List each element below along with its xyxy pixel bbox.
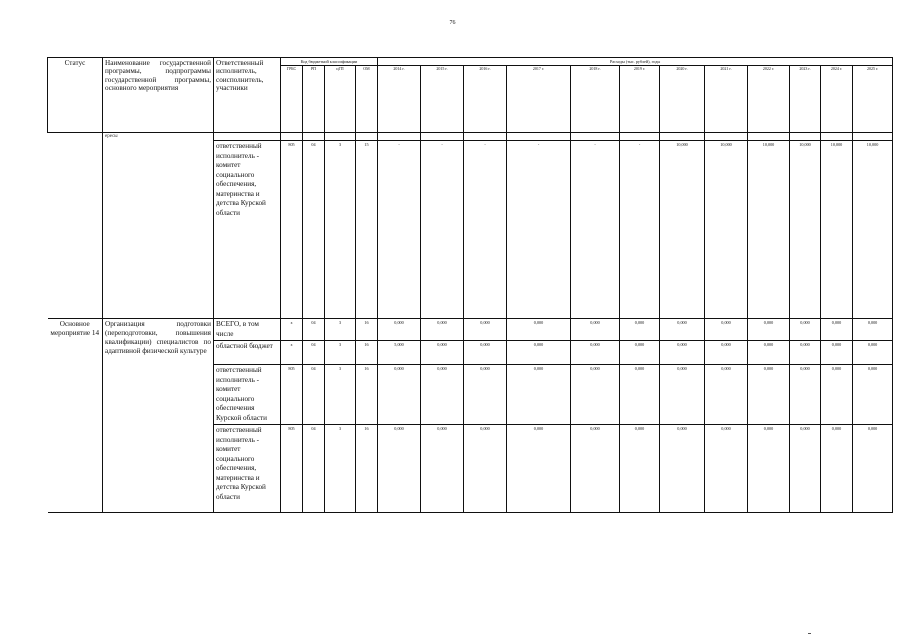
header-name: Наименование государственной программы, подпрограммы государственной программы, основного мероприятия xyxy=(103,58,214,133)
value-cell: 0,000 xyxy=(705,341,748,365)
spacer-cell xyxy=(821,133,853,141)
value-cell: 0,000 xyxy=(853,425,893,513)
value-cell: 0,000 xyxy=(620,425,660,513)
header-year-col: 2023 г. xyxy=(790,66,821,133)
header-year-col: 2024 г. xyxy=(821,66,853,133)
spacer-cell xyxy=(214,133,281,141)
value-cell: 0,000 xyxy=(748,365,790,425)
code-cell: x xyxy=(281,341,303,365)
header-year-col: 2018 г. xyxy=(571,66,620,133)
code-cell: 04 xyxy=(303,365,325,425)
spacer-cell xyxy=(507,133,571,141)
value-cell: 0,000 xyxy=(821,365,853,425)
code-cell: 805 xyxy=(281,365,303,425)
value-cell: - xyxy=(378,141,421,319)
spacer-cell xyxy=(790,133,821,141)
value-cell: 0,000 xyxy=(507,365,571,425)
value-cell: 0,000 xyxy=(790,425,821,513)
value-cell: 0,000 xyxy=(464,425,507,513)
status-cell: Основное мероприятие 14 xyxy=(48,319,103,513)
value-cell: 10,000 xyxy=(853,141,893,319)
value-cell: 10,000 xyxy=(748,141,790,319)
value-cell: 0,000 xyxy=(421,319,464,341)
header-code-col: цГП xyxy=(325,66,356,133)
value-cell: - xyxy=(421,141,464,319)
spacer-cell xyxy=(620,133,660,141)
value-cell: 0,000 xyxy=(571,341,620,365)
value-cell: 0,000 xyxy=(507,341,571,365)
page-number: 76 xyxy=(449,20,456,26)
responsible-cell: ВСЕГО, в том числе xyxy=(214,319,281,341)
value-cell: - xyxy=(620,141,660,319)
spacer-cell xyxy=(325,133,356,141)
header-year-col: 2022 г. xyxy=(748,66,790,133)
value-cell: 0,000 xyxy=(571,319,620,341)
code-cell: 3 xyxy=(325,341,356,365)
value-cell: 0,000 xyxy=(464,365,507,425)
code-cell: 16 xyxy=(356,365,378,425)
code-cell: 16 xyxy=(356,425,378,513)
value-cell: 0,000 xyxy=(571,425,620,513)
code-cell: 3 xyxy=(325,141,356,319)
value-cell: 0,000 xyxy=(853,341,893,365)
value-cell: - xyxy=(464,141,507,319)
code-cell: 04 xyxy=(303,319,325,341)
value-cell: 0,000 xyxy=(421,365,464,425)
scan-mark xyxy=(808,633,811,634)
spacer-cell xyxy=(853,133,893,141)
status-cell-empty xyxy=(48,141,103,319)
value-cell: - xyxy=(507,141,571,319)
code-cell: 805 xyxy=(281,141,303,319)
value-cell: 0,000 xyxy=(378,319,421,341)
value-cell: 0,000 xyxy=(660,341,705,365)
header-code-col: ОМ xyxy=(356,66,378,133)
code-cell: 805 xyxy=(281,425,303,513)
code-cell: 04 xyxy=(303,341,325,365)
responsible-cell: ответственный исполнитель - комитет социального обеспечения Курской области xyxy=(214,365,281,425)
spacer-cell xyxy=(303,133,325,141)
spacer-cell xyxy=(660,133,705,141)
value-cell: 0,000 xyxy=(821,319,853,341)
value-cell: 0,000 xyxy=(464,319,507,341)
value-cell: 0,000 xyxy=(705,319,748,341)
header-year-col: 2025 г. xyxy=(853,66,893,133)
spacer-cell xyxy=(356,133,378,141)
responsible-cell: ответственный исполнитель - комитет социального обеспечения, материнства и детства Курской области xyxy=(214,141,281,319)
header-status: Статус xyxy=(48,58,103,133)
header-code-col: ГРБС xyxy=(281,66,303,133)
value-cell: 0,000 xyxy=(790,365,821,425)
responsible-cell: ответственный исполнитель - комитет социального обеспечения, материнства и детства Курской области xyxy=(214,425,281,513)
value-cell: 0,000 xyxy=(790,319,821,341)
header-expenses-group: Расходы (тыс. рублей), годы xyxy=(378,58,893,66)
budget-table xyxy=(47,57,893,513)
header-year-col: 2017 г. xyxy=(507,66,571,133)
header-year-col: 2019 г. xyxy=(620,66,660,133)
responsible-cell: областной бюджет xyxy=(214,341,281,365)
spacer-cell xyxy=(281,133,303,141)
value-cell: 0,000 xyxy=(821,341,853,365)
value-cell: 5,000 xyxy=(378,341,421,365)
status-cell-empty xyxy=(48,133,103,141)
value-cell: 0,000 xyxy=(853,365,893,425)
header-code-col: РП xyxy=(303,66,325,133)
value-cell: 0,000 xyxy=(748,341,790,365)
value-cell: 0,000 xyxy=(660,319,705,341)
value-cell: 0,000 xyxy=(705,365,748,425)
value-cell: 10,000 xyxy=(660,141,705,319)
code-cell: 16 xyxy=(356,341,378,365)
spacer-cell xyxy=(705,133,748,141)
spacer-cell xyxy=(421,133,464,141)
value-cell: 0,000 xyxy=(620,365,660,425)
value-cell: 0,000 xyxy=(421,425,464,513)
value-cell: 0,000 xyxy=(821,425,853,513)
value-cell: 0,000 xyxy=(853,319,893,341)
code-cell: 3 xyxy=(325,365,356,425)
value-cell: 0,000 xyxy=(378,425,421,513)
cut-off-text: ересы xyxy=(103,133,214,141)
value-cell: 0,000 xyxy=(421,341,464,365)
code-cell: 16 xyxy=(356,319,378,341)
value-cell: 0,000 xyxy=(620,319,660,341)
header-year-col: 2021 г. xyxy=(705,66,748,133)
name-cell-empty xyxy=(103,141,214,319)
code-cell: 04 xyxy=(303,425,325,513)
header-responsible: Ответственный исполнитель, соисполнитель, участники xyxy=(214,58,281,133)
code-cell: x xyxy=(281,319,303,341)
spacer-cell xyxy=(571,133,620,141)
value-cell: 0,000 xyxy=(705,425,748,513)
header-year-col: 2015 г. xyxy=(421,66,464,133)
value-cell: 0,000 xyxy=(507,425,571,513)
value-cell: 0,000 xyxy=(378,365,421,425)
value-cell: 10,000 xyxy=(790,141,821,319)
value-cell: 0,000 xyxy=(660,365,705,425)
spacer-cell xyxy=(378,133,421,141)
value-cell: - xyxy=(571,141,620,319)
value-cell: 10,000 xyxy=(821,141,853,319)
code-cell: 15 xyxy=(356,141,378,319)
header-year-col: 2020 г. xyxy=(660,66,705,133)
header-codes-group: Код бюджетной классификации xyxy=(281,58,378,66)
header-year-col: 2014 г. xyxy=(378,66,421,133)
value-cell: 0,000 xyxy=(571,365,620,425)
value-cell: 0,000 xyxy=(660,425,705,513)
value-cell: 0,000 xyxy=(620,341,660,365)
name-cell: Организация подготовки (переподготовки, повышения квалификации) специалистов по адаптивной физической культуре xyxy=(103,319,214,513)
value-cell: 10,000 xyxy=(705,141,748,319)
value-cell: 0,000 xyxy=(748,425,790,513)
value-cell: 0,000 xyxy=(790,341,821,365)
code-cell: 04 xyxy=(303,141,325,319)
value-cell: 0,000 xyxy=(507,319,571,341)
spacer-cell xyxy=(464,133,507,141)
budget-table-body xyxy=(48,58,893,513)
code-cell: 3 xyxy=(325,425,356,513)
value-cell: 0,000 xyxy=(464,341,507,365)
value-cell: 0,000 xyxy=(748,319,790,341)
header-year-col: 2016 г. xyxy=(464,66,507,133)
spacer-cell xyxy=(748,133,790,141)
code-cell: 3 xyxy=(325,319,356,341)
